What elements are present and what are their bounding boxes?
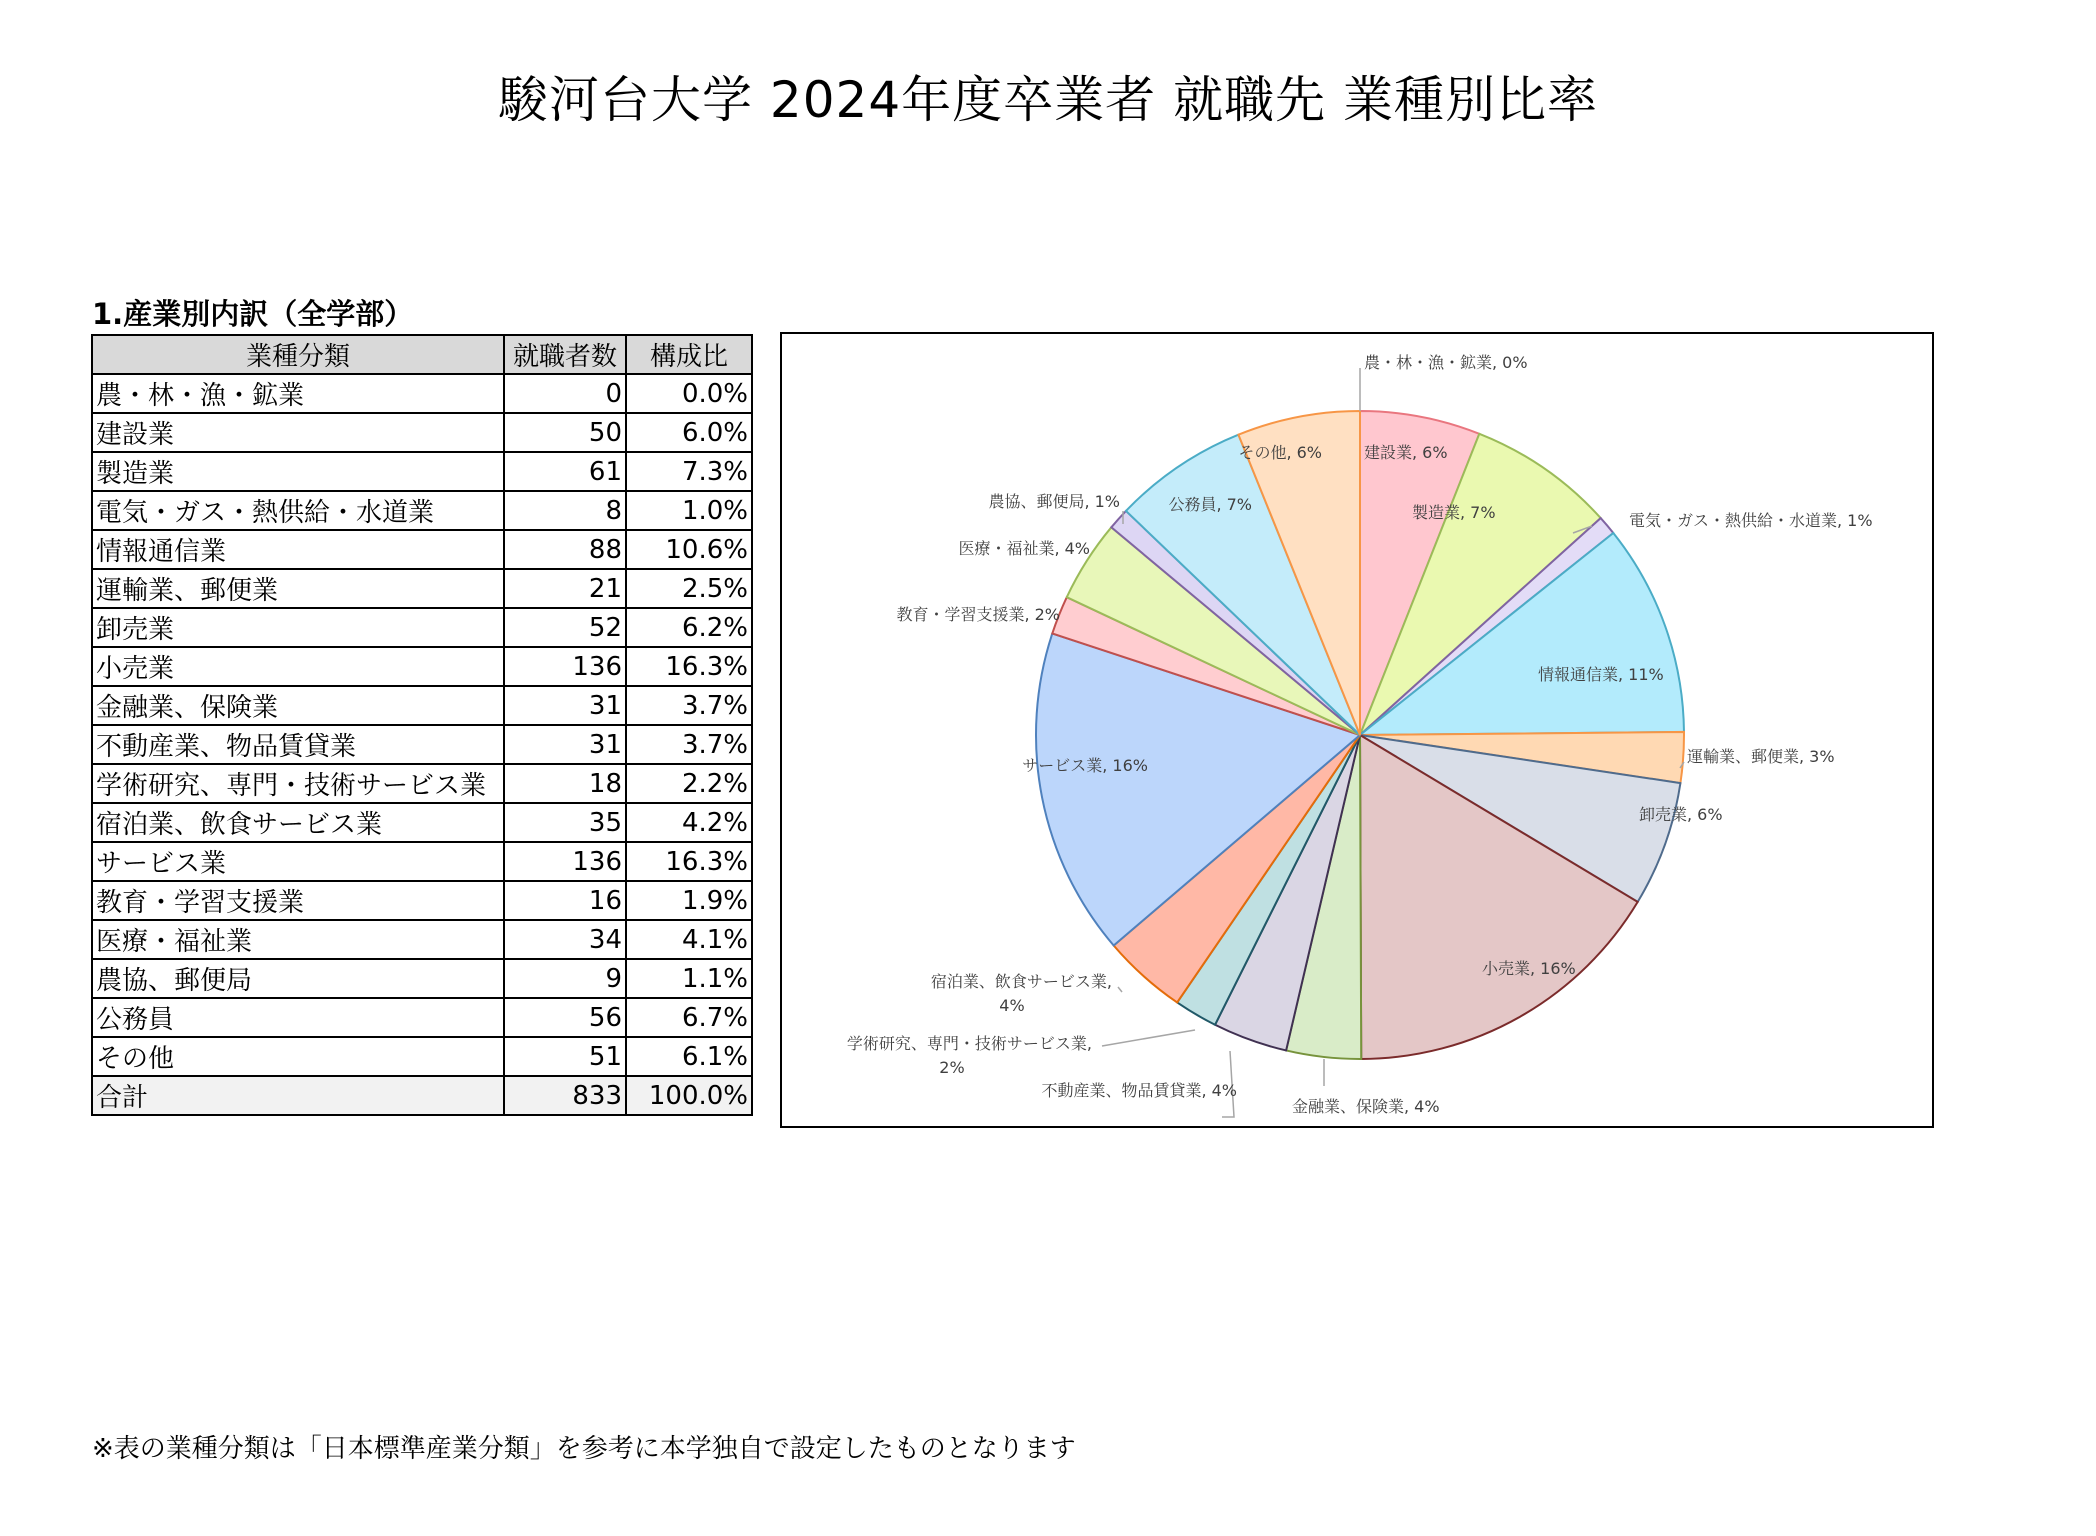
cell-count: 51 <box>504 1037 626 1076</box>
cell-ratio: 7.3% <box>626 452 752 491</box>
cell-ratio: 2.5% <box>626 569 752 608</box>
cell-category: 電気・ガス・熱供給・水道業 <box>92 491 504 530</box>
table-row <box>92 725 752 764</box>
table-row <box>92 842 752 881</box>
data-label: その他, 6% <box>1238 443 1322 462</box>
cell-ratio: 3.7% <box>626 725 752 764</box>
cell-ratio: 6.0% <box>626 413 752 452</box>
header-count: 就職者数 <box>504 335 626 374</box>
table-row <box>92 920 752 959</box>
cell-category: 製造業 <box>92 452 504 491</box>
data-label: 医療・福祉業, 4% <box>958 539 1090 558</box>
cell-count: 56 <box>504 998 626 1037</box>
page-title: 駿河台大学 2024年度卒業者 就職先 業種別比率 <box>498 71 1598 129</box>
cell-category: 教育・学習支援業 <box>92 881 504 920</box>
cell-ratio: 4.1% <box>626 920 752 959</box>
table-row <box>92 959 752 998</box>
section-subtitle: 1.産業別内訳（全学部） <box>92 297 414 331</box>
cell-count: 31 <box>504 686 626 725</box>
data-label: 情報通信業, 11% <box>1538 665 1664 684</box>
table-row <box>92 452 752 491</box>
cell-count: 31 <box>504 725 626 764</box>
cell-count: 18 <box>504 764 626 803</box>
data-label: 製造業, 7% <box>1412 503 1496 522</box>
data-label: 公務員, 7% <box>1168 495 1252 514</box>
data-label: サービス業, 16% <box>1022 756 1148 775</box>
cell-count: 9 <box>504 959 626 998</box>
table-body <box>92 374 752 1115</box>
cell-category: 医療・福祉業 <box>92 920 504 959</box>
cell-count: 88 <box>504 530 626 569</box>
table-row <box>92 413 752 452</box>
cell-category: 学術研究、専門・技術サービス業 <box>92 764 504 803</box>
table-row <box>92 764 752 803</box>
cell-ratio: 2.2% <box>626 764 752 803</box>
cell-category: 農・林・漁・鉱業 <box>92 374 504 413</box>
data-label: 農・林・漁・鉱業, 0% <box>1364 353 1528 372</box>
cell-category: 運輸業、郵便業 <box>92 569 504 608</box>
cell-count: 34 <box>504 920 626 959</box>
table-total-row <box>92 1076 752 1115</box>
industry-table <box>91 334 753 1116</box>
data-label: 宿泊業、飲食サービス業, 4% <box>930 972 1112 1015</box>
cell-count: 50 <box>504 413 626 452</box>
leader-line <box>1118 987 1122 992</box>
cell-count: 35 <box>504 803 626 842</box>
table-row <box>92 686 752 725</box>
table-row <box>92 530 752 569</box>
cell-count: 16 <box>504 881 626 920</box>
cell-ratio: 1.0% <box>626 491 752 530</box>
cell-category: 小売業 <box>92 647 504 686</box>
data-label: 農協、郵便局, 1% <box>988 492 1120 511</box>
data-label: 金融業、保険業, 4% <box>1292 1097 1440 1116</box>
header-category: 業種分類 <box>92 335 504 374</box>
cell-count: 136 <box>504 647 626 686</box>
cell-category: 宿泊業、飲食サービス業 <box>92 803 504 842</box>
data-label: 運輸業、郵便業, 3% <box>1687 747 1835 766</box>
data-label: 建設業, 6% <box>1364 443 1448 462</box>
cell-count: 8 <box>504 491 626 530</box>
total-label: 合計 <box>92 1076 504 1115</box>
pie-chart-frame <box>780 332 1934 1128</box>
cell-ratio: 6.7% <box>626 998 752 1037</box>
table-row <box>92 881 752 920</box>
table-header-row <box>92 335 752 374</box>
cell-count: 61 <box>504 452 626 491</box>
total-ratio: 100.0% <box>626 1076 752 1115</box>
cell-category: サービス業 <box>92 842 504 881</box>
cell-category: その他 <box>92 1037 504 1076</box>
table-row <box>92 998 752 1037</box>
table-row <box>92 803 752 842</box>
cell-category: 公務員 <box>92 998 504 1037</box>
cell-count: 0 <box>504 374 626 413</box>
cell-ratio: 4.2% <box>626 803 752 842</box>
cell-category: 建設業 <box>92 413 504 452</box>
cell-count: 136 <box>504 842 626 881</box>
data-label: 卸売業, 6% <box>1639 805 1723 824</box>
data-label: 不動産業、物品賃貸業, 4% <box>1041 1081 1237 1100</box>
cell-category: 情報通信業 <box>92 530 504 569</box>
cell-ratio: 0.0% <box>626 374 752 413</box>
cell-category: 不動産業、物品賃貸業 <box>92 725 504 764</box>
cell-ratio: 6.2% <box>626 608 752 647</box>
cell-count: 21 <box>504 569 626 608</box>
cell-ratio: 10.6% <box>626 530 752 569</box>
total-count: 833 <box>504 1076 626 1115</box>
footnote: ※表の業種分類は「日本標準産業分類」を参考に本学独自で設定したものとなります <box>92 1434 1076 1464</box>
cell-ratio: 1.1% <box>626 959 752 998</box>
data-label: 教育・学習支援業, 2% <box>896 605 1060 624</box>
table-row <box>92 569 752 608</box>
cell-category: 卸売業 <box>92 608 504 647</box>
header-ratio: 構成比 <box>626 335 752 374</box>
cell-category: 農協、郵便局 <box>92 959 504 998</box>
cell-category: 金融業、保険業 <box>92 686 504 725</box>
pie-chart <box>782 334 1932 1126</box>
cell-count: 52 <box>504 608 626 647</box>
table-row <box>92 1037 752 1076</box>
data-label: 学術研究、専門・技術サービス業, 2% <box>846 1034 1092 1077</box>
data-label: 小売業, 16% <box>1482 959 1576 978</box>
cell-ratio: 16.3% <box>626 647 752 686</box>
table-row <box>92 608 752 647</box>
table-row <box>92 374 752 413</box>
cell-ratio: 6.1% <box>626 1037 752 1076</box>
leader-line <box>1102 1030 1195 1046</box>
table-row <box>92 647 752 686</box>
cell-ratio: 1.9% <box>626 881 752 920</box>
data-label: 電気・ガス・熱供給・水道業, 1% <box>1629 511 1873 530</box>
table-row <box>92 491 752 530</box>
cell-ratio: 3.7% <box>626 686 752 725</box>
cell-ratio: 16.3% <box>626 842 752 881</box>
